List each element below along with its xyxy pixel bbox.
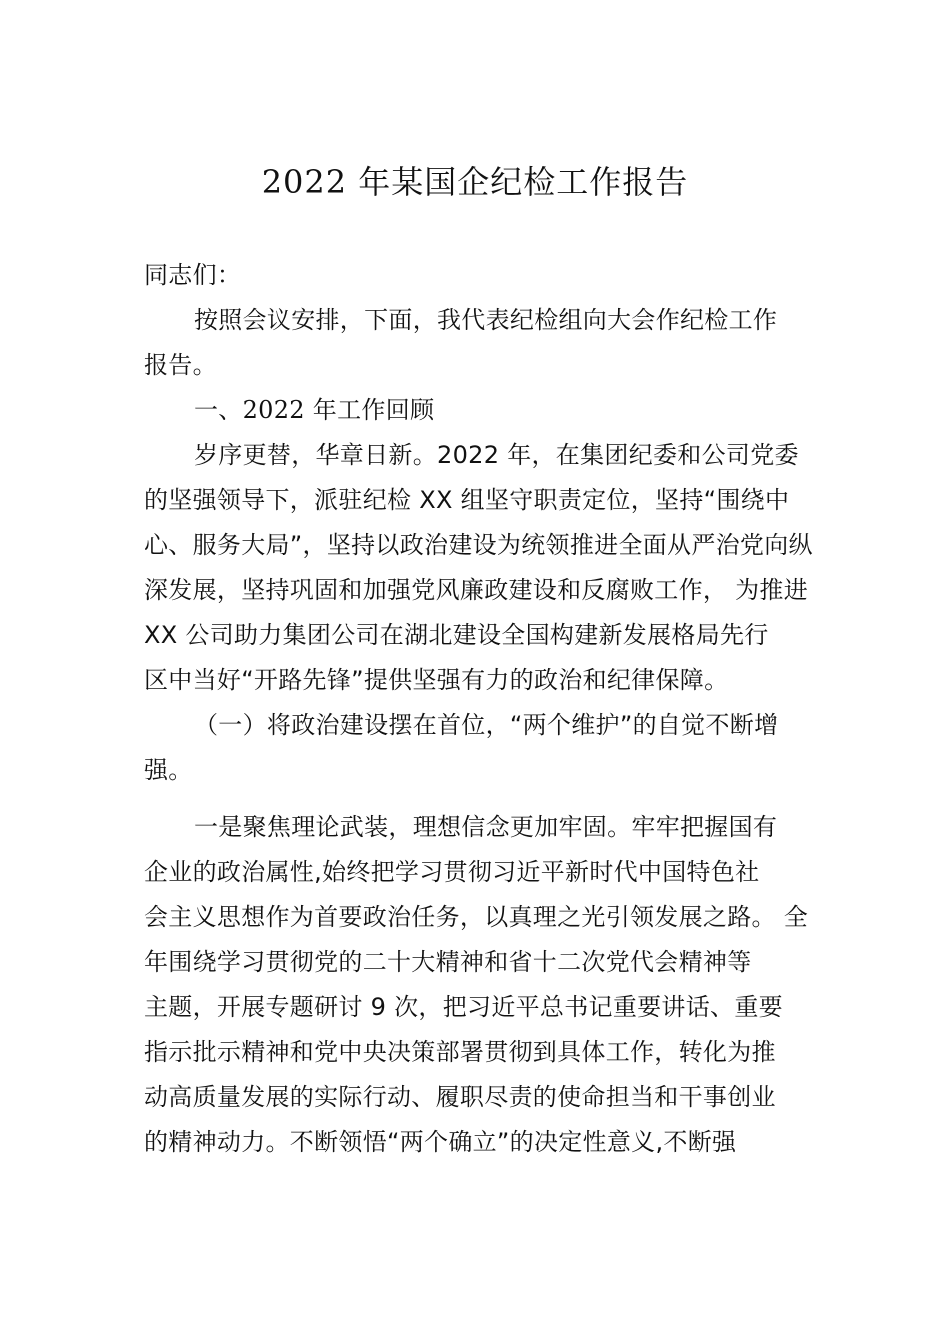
overview-line-1: 岁序更替，华章日新。2022 年，在集团纪委和公司党委 <box>194 441 799 469</box>
first-point-line-7: 动高质量发展的实际行动、履职尽责的使命担当和干事创业 <box>144 1083 776 1111</box>
subheading-line-1: （一）将政治建设摆在首位，“两个维护”的自觉不断增 <box>194 711 779 739</box>
salutation: 同志们： <box>144 261 242 289</box>
intro-line-2: 报告。 <box>144 351 217 379</box>
overview-line-2: 的坚强领导下，派驻纪检 XX 组坚守职责定位，坚持“围绕中 <box>144 486 790 514</box>
first-point-line-3: 会主义思想作为首要政治任务，以真理之光引领发展之路。 全 <box>144 903 809 931</box>
first-point-line-5: 主题，开展专题研讨 9 次，把习近平总书记重要讲话、重要 <box>144 993 783 1021</box>
section-heading: 一、2022 年工作回顾 <box>194 396 435 424</box>
paragraph-gap <box>144 793 824 805</box>
overview-line-5: XX 公司助力集团公司在湖北建设全国构建新发展格局先行 <box>144 621 769 649</box>
overview-line-4: 深发展，坚持巩固和加强党风廉政建设和反腐败工作， 为推进 <box>144 576 809 604</box>
intro-line-1: 按照会议安排，下面，我代表纪检组向大会作纪检工作 <box>194 306 778 334</box>
document-body <box>144 253 824 1165</box>
first-point-line-4: 年围绕学习贯彻党的二十大精神和省十二次党代会精神等 <box>144 948 752 976</box>
first-point-line-8: 的精神动力。不断领悟“两个确立”的决定性意义,不断强 <box>144 1128 737 1156</box>
overview-line-6: 区中当好“开路先锋”提供坚强有力的政治和纪律保障。 <box>144 666 729 694</box>
first-point-line-2: 企业的政治属性,始终把学习贯彻习近平新时代中国特色社 <box>144 858 760 886</box>
first-point-line-6: 指示批示精神和党中央决策部署贯彻到具体工作，转化为推 <box>144 1038 776 1066</box>
first-point-line-1: 一是聚焦理论武装，理想信念更加牢固。牢牢把握国有 <box>194 813 778 841</box>
subheading-line-2: 强。 <box>144 756 193 784</box>
document-title: 2022 年某国企纪检工作报告 <box>261 163 689 201</box>
overview-line-3: 心、服务大局”，坚持以政治建设为统领推进全面从严治党向纵 <box>144 531 813 559</box>
